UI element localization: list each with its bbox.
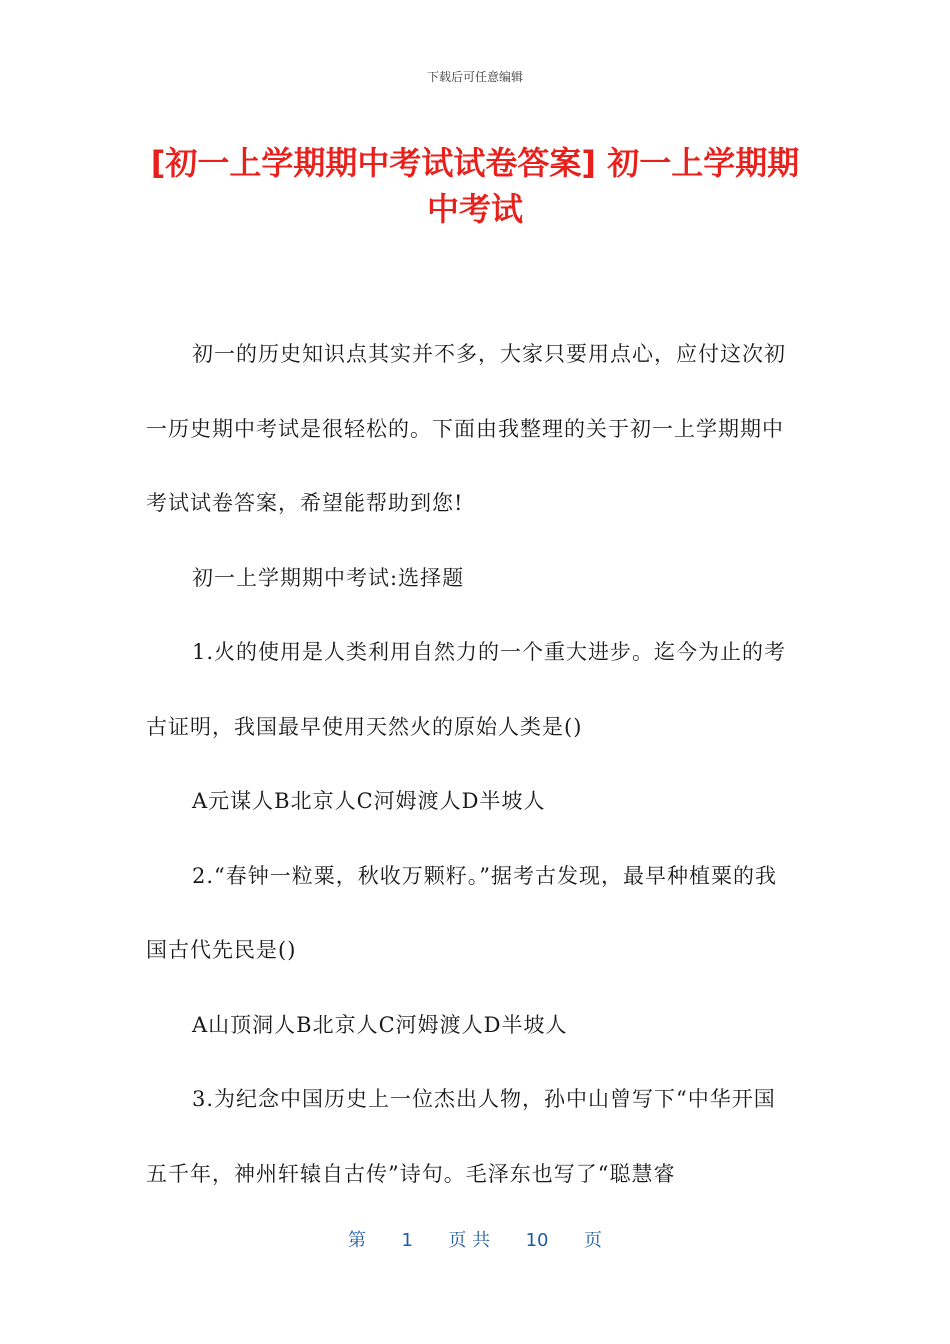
question-1-options: A元谋人B北京人C河姆渡人D半坡人	[192, 789, 546, 813]
section-heading: 初一上学期期中考试:选择题	[192, 565, 465, 590]
total-pages: 10	[525, 1230, 549, 1251]
page-number: 1	[401, 1230, 413, 1251]
paragraph-intro: 初一的历史知识点其实并不多，大家只要用点心，应付这次初一历史期中考试是很轻松的。下面由我整理的关于初一上学期期中考试试卷答案，希望能帮助到您!	[146, 342, 786, 515]
question-2: 2.“春钟一粒粟，秋收万颗籽。”据考古发现，最早种植粟的我国古代先民是()	[146, 863, 778, 962]
page-middle: 页 共	[448, 1230, 491, 1251]
page-suffix: 页	[583, 1230, 602, 1251]
question-3: 3.为纪念中国历史上一位杰出人物，孙中山曾写下“中华开国五千年，神州轩辕自古传”诗句。毛泽东也写了“聪慧睿	[146, 1087, 776, 1186]
page-prefix: 第	[348, 1230, 367, 1251]
header-note: 下载后可任意编辑	[426, 70, 523, 84]
question-2-options: A山顶洞人B北京人C河姆渡人D半坡人	[192, 1012, 568, 1037]
question-1: 1.火的使用是人类利用自然力的一个重大进步。迄今为止的考古证明，我国最早使用天然火的原始人类是()	[146, 640, 787, 739]
page-footer	[0, 1226, 950, 1252]
document-title: [初一上学期期中考试试卷答案] 初一上学期期中考试	[150, 144, 800, 228]
document-body	[146, 317, 796, 1211]
